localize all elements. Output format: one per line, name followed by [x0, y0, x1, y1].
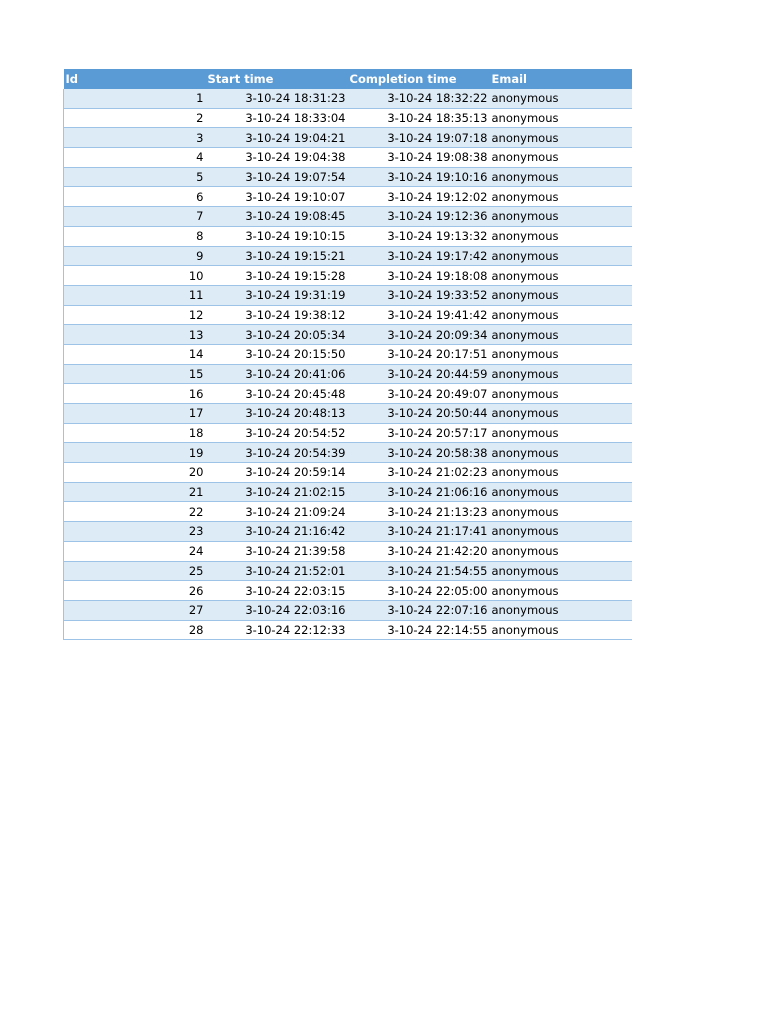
cell-completion-time[interactable]: 3-10-24 19:17:42 [348, 246, 490, 266]
cell-completion-time[interactable]: 3-10-24 21:02:23 [348, 463, 490, 483]
cell-start-time[interactable]: 3-10-24 20:15:50 [206, 344, 348, 364]
cell-start-time[interactable]: 3-10-24 19:31:19 [206, 285, 348, 305]
cell-id[interactable]: 15 [64, 364, 206, 384]
cell-completion-time[interactable]: 3-10-24 21:54:55 [348, 561, 490, 581]
cell-start-time[interactable]: 3-10-24 20:41:06 [206, 364, 348, 384]
cell-email[interactable]: anonymous [490, 285, 632, 305]
cell-completion-time[interactable]: 3-10-24 20:57:17 [348, 423, 490, 443]
cell-id[interactable]: 16 [64, 384, 206, 404]
table-row [64, 581, 632, 601]
cell-email[interactable]: anonymous [490, 463, 632, 483]
cell-email[interactable]: anonymous [490, 561, 632, 581]
cell-start-time[interactable]: 3-10-24 21:02:15 [206, 482, 348, 502]
header-row [64, 69, 632, 89]
cell-email[interactable]: anonymous [490, 207, 632, 227]
cell-completion-time[interactable]: 3-10-24 19:13:32 [348, 226, 490, 246]
table-row [64, 187, 632, 207]
cell-email[interactable]: anonymous [490, 581, 632, 601]
cell-id[interactable]: 8 [64, 226, 206, 246]
cell-id[interactable]: 5 [64, 167, 206, 187]
cell-email[interactable]: anonymous [490, 148, 632, 168]
cell-email[interactable]: anonymous [490, 600, 632, 620]
cell-email[interactable]: anonymous [490, 266, 632, 286]
cell-start-time[interactable]: 3-10-24 21:52:01 [206, 561, 348, 581]
cell-start-time[interactable]: 3-10-24 19:04:38 [206, 148, 348, 168]
cell-completion-time[interactable]: 3-10-24 20:58:38 [348, 443, 490, 463]
cell-email[interactable]: anonymous [490, 364, 632, 384]
cell-id[interactable]: 6 [64, 187, 206, 207]
cell-start-time[interactable]: 3-10-24 19:07:54 [206, 167, 348, 187]
table-header [64, 69, 632, 89]
cell-id[interactable]: 9 [64, 246, 206, 266]
spreadsheet-sheet [63, 69, 631, 640]
table-row [64, 108, 632, 128]
table-row [64, 285, 632, 305]
cell-start-time[interactable]: 3-10-24 20:54:52 [206, 423, 348, 443]
cell-completion-time[interactable]: 3-10-24 19:41:42 [348, 305, 490, 325]
column-header-completion-time[interactable]: Completion time [348, 69, 490, 89]
table-row [64, 167, 632, 187]
cell-id[interactable]: 2 [64, 108, 206, 128]
cell-email[interactable]: anonymous [490, 305, 632, 325]
table-row [64, 266, 632, 286]
cell-start-time[interactable]: 3-10-24 21:39:58 [206, 541, 348, 561]
cell-completion-time[interactable]: 3-10-24 19:08:38 [348, 148, 490, 168]
cell-id[interactable]: 26 [64, 581, 206, 601]
table-row [64, 404, 632, 424]
cell-completion-time[interactable]: 3-10-24 20:49:07 [348, 384, 490, 404]
column-header-email[interactable]: Email [490, 69, 632, 89]
cell-email[interactable]: anonymous [490, 384, 632, 404]
cell-id[interactable]: 23 [64, 522, 206, 542]
cell-start-time[interactable]: 3-10-24 20:45:48 [206, 384, 348, 404]
cell-id[interactable]: 28 [64, 620, 206, 640]
cell-completion-time[interactable]: 3-10-24 21:17:41 [348, 522, 490, 542]
cell-id[interactable]: 4 [64, 148, 206, 168]
cell-start-time[interactable]: 3-10-24 19:04:21 [206, 128, 348, 148]
cell-completion-time[interactable]: 3-10-24 19:33:52 [348, 285, 490, 305]
cell-email[interactable]: anonymous [490, 620, 632, 640]
cell-id[interactable]: 24 [64, 541, 206, 561]
cell-email[interactable]: anonymous [490, 128, 632, 148]
cell-start-time[interactable]: 3-10-24 19:15:28 [206, 266, 348, 286]
cell-start-time[interactable]: 3-10-24 20:05:34 [206, 325, 348, 345]
cell-email[interactable]: anonymous [490, 541, 632, 561]
cell-start-time[interactable]: 3-10-24 22:03:15 [206, 581, 348, 601]
table-row [64, 502, 632, 522]
column-header-start-time[interactable]: Start time [206, 69, 348, 89]
table-body [64, 89, 632, 640]
table-row [64, 305, 632, 325]
cell-id[interactable]: 11 [64, 285, 206, 305]
cell-start-time[interactable]: 3-10-24 19:08:45 [206, 207, 348, 227]
cell-start-time[interactable]: 3-10-24 22:03:16 [206, 600, 348, 620]
cell-completion-time[interactable]: 3-10-24 18:32:22 [348, 89, 490, 108]
cell-id[interactable]: 17 [64, 404, 206, 424]
table-row [64, 207, 632, 227]
cell-id[interactable]: 20 [64, 463, 206, 483]
cell-id[interactable]: 19 [64, 443, 206, 463]
cell-start-time[interactable]: 3-10-24 21:16:42 [206, 522, 348, 542]
cell-email[interactable]: anonymous [490, 89, 632, 108]
cell-id[interactable]: 7 [64, 207, 206, 227]
table-row [64, 364, 632, 384]
cell-email[interactable]: anonymous [490, 108, 632, 128]
cell-id[interactable]: 21 [64, 482, 206, 502]
cell-completion-time[interactable]: 3-10-24 19:07:18 [348, 128, 490, 148]
cell-completion-time[interactable]: 3-10-24 18:35:13 [348, 108, 490, 128]
cell-completion-time[interactable]: 3-10-24 20:50:44 [348, 404, 490, 424]
cell-completion-time[interactable]: 3-10-24 19:12:02 [348, 187, 490, 207]
cell-start-time[interactable]: 3-10-24 19:10:07 [206, 187, 348, 207]
table-row [64, 620, 632, 640]
cell-start-time[interactable]: 3-10-24 22:12:33 [206, 620, 348, 640]
cell-completion-time[interactable]: 3-10-24 19:12:36 [348, 207, 490, 227]
table-row [64, 246, 632, 266]
table-row [64, 443, 632, 463]
cell-completion-time[interactable]: 3-10-24 21:06:16 [348, 482, 490, 502]
cell-start-time[interactable]: 3-10-24 21:09:24 [206, 502, 348, 522]
cell-start-time[interactable]: 3-10-24 18:33:04 [206, 108, 348, 128]
cell-id[interactable]: 13 [64, 325, 206, 345]
cell-start-time[interactable]: 3-10-24 19:38:12 [206, 305, 348, 325]
table-row [64, 226, 632, 246]
responses-table [63, 69, 632, 640]
table-row [64, 561, 632, 581]
table-row [64, 148, 632, 168]
table-row [64, 541, 632, 561]
cell-email[interactable]: anonymous [490, 187, 632, 207]
table-row [64, 600, 632, 620]
cell-email[interactable]: anonymous [490, 423, 632, 443]
cell-id[interactable]: 14 [64, 344, 206, 364]
column-header-id[interactable]: Id [64, 69, 206, 89]
cell-id[interactable]: 22 [64, 502, 206, 522]
cell-email[interactable]: anonymous [490, 226, 632, 246]
table-row [64, 89, 632, 108]
cell-completion-time[interactable]: 3-10-24 21:13:23 [348, 502, 490, 522]
cell-email[interactable]: anonymous [490, 443, 632, 463]
cell-start-time[interactable]: 3-10-24 20:48:13 [206, 404, 348, 424]
table-row [64, 384, 632, 404]
cell-start-time[interactable]: 3-10-24 20:54:39 [206, 443, 348, 463]
table-row [64, 344, 632, 364]
cell-start-time[interactable]: 3-10-24 20:59:14 [206, 463, 348, 483]
cell-email[interactable]: anonymous [490, 344, 632, 364]
cell-completion-time[interactable]: 3-10-24 22:07:16 [348, 600, 490, 620]
cell-completion-time[interactable]: 3-10-24 21:42:20 [348, 541, 490, 561]
cell-id[interactable]: 12 [64, 305, 206, 325]
table-row [64, 423, 632, 443]
table-row [64, 522, 632, 542]
cell-id[interactable]: 3 [64, 128, 206, 148]
cell-email[interactable]: anonymous [490, 482, 632, 502]
cell-email[interactable]: anonymous [490, 325, 632, 345]
table-row [64, 482, 632, 502]
cell-completion-time[interactable]: 3-10-24 19:18:08 [348, 266, 490, 286]
cell-id[interactable]: 10 [64, 266, 206, 286]
cell-start-time[interactable]: 3-10-24 19:15:21 [206, 246, 348, 266]
cell-id[interactable]: 25 [64, 561, 206, 581]
cell-email[interactable]: anonymous [490, 502, 632, 522]
table-row [64, 325, 632, 345]
table-row [64, 463, 632, 483]
cell-id[interactable]: 18 [64, 423, 206, 443]
table-row [64, 128, 632, 148]
cell-completion-time[interactable]: 3-10-24 22:05:00 [348, 581, 490, 601]
cell-id[interactable]: 1 [64, 89, 206, 108]
cell-completion-time[interactable]: 3-10-24 22:14:55 [348, 620, 490, 640]
cell-email[interactable]: anonymous [490, 404, 632, 424]
cell-start-time[interactable]: 3-10-24 18:31:23 [206, 89, 348, 108]
cell-email[interactable]: anonymous [490, 522, 632, 542]
cell-completion-time[interactable]: 3-10-24 19:10:16 [348, 167, 490, 187]
cell-completion-time[interactable]: 3-10-24 20:09:34 [348, 325, 490, 345]
cell-email[interactable]: anonymous [490, 167, 632, 187]
cell-id[interactable]: 27 [64, 600, 206, 620]
cell-start-time[interactable]: 3-10-24 19:10:15 [206, 226, 348, 246]
cell-completion-time[interactable]: 3-10-24 20:17:51 [348, 344, 490, 364]
cell-completion-time[interactable]: 3-10-24 20:44:59 [348, 364, 490, 384]
cell-email[interactable]: anonymous [490, 246, 632, 266]
